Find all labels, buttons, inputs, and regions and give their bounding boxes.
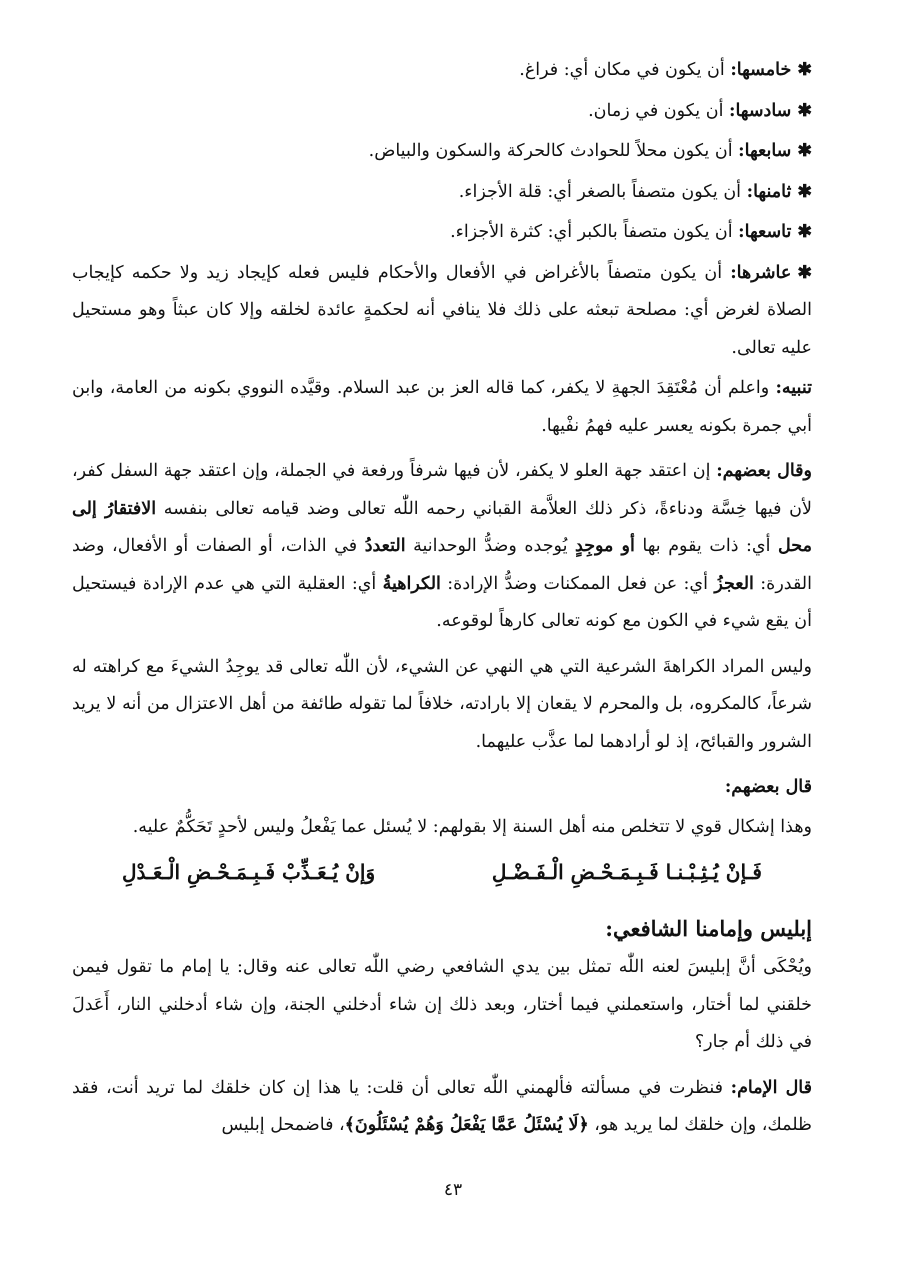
note-text: واعلم أن مُعْتَقِدَ الجهةِ لا يكفر، كما قاله العز بن عبد السلام. وقيَّده النووي بكونه من العامة، وابن أبي جمرة بكونه يعسر عليه فهمُ نفْيها. bbox=[72, 378, 812, 436]
note-label: تنبيه: bbox=[775, 378, 812, 398]
text-run: فنظرت في مسألته فألهمني اللّٰه تعالى أن قلت: يا هذا إن كان خلقك لما تريد أنت، فقد ظلمك، وإن خلقك لما يريد هو، bbox=[72, 1077, 812, 1135]
list-item bbox=[72, 52, 812, 90]
text-run: أي: ذات يقوم بها bbox=[634, 536, 779, 556]
item-label: ثامنها: bbox=[746, 181, 792, 202]
document-page bbox=[72, 52, 812, 1153]
list-item bbox=[72, 93, 812, 131]
item-text: أن يكون في مكان أي: فراغ. bbox=[519, 60, 731, 80]
imam-paragraph bbox=[72, 1070, 812, 1145]
body-paragraph: وليس المراد الكراهةَ الشرعية التي هي النهي عن الشيء، لأن اللّٰه تعالى قد يوجِدُ الشيءَ مع كراهته له شرعاً، كالمكروه، بل والمحرم لا يقعان إلا بارادته، خلافاً لما تقوله طائفة من أهل الاعتزال من أنه لا يريد الشرور والقبائح، إذ لو أرادهما لما عذَّب عليهما. bbox=[72, 656, 812, 752]
text-run: أي: العقلية التي هي عدم الإرادة فيستحيل أن يقع شيء في الكون مع كونه تعالى كارهاً لوقوعه. bbox=[72, 573, 812, 631]
bold-term: أو موجِدٍ bbox=[575, 536, 635, 556]
item-text: أن يكون متصفاً بالصغر أي: قلة الأجزاء. bbox=[458, 181, 747, 202]
text-run: في الذات، أو الصفات أو الأفعال، وضد القدرة: bbox=[72, 536, 812, 594]
asterisk-bullet-icon: ✱ bbox=[797, 60, 812, 80]
text-run: يُوجده وضدُّ الوحدانية bbox=[405, 536, 576, 556]
list-item bbox=[72, 214, 812, 252]
item-label: سابعها: bbox=[738, 141, 792, 161]
page-number: ٤٣ bbox=[443, 1180, 463, 1200]
list-item bbox=[72, 133, 812, 171]
asterisk-bullet-icon: ✱ bbox=[797, 141, 812, 161]
item-label: عاشرها: bbox=[730, 262, 792, 283]
opinion-heading: قال بعضهم: bbox=[724, 777, 812, 797]
asterisk-bullet-icon: ✱ bbox=[797, 100, 812, 121]
opinion-label: وقال بعضهم: bbox=[716, 461, 813, 481]
opinion-paragraph bbox=[72, 453, 812, 641]
asterisk-bullet-icon: ✱ bbox=[797, 181, 812, 202]
text-run: أي: عن فعل الممكنات وضدُّ الإرادة: bbox=[440, 573, 715, 594]
quran-verse: ﴿لَا يُسْئَلُ عَمَّا يَفْعَلُ وَهُمْ يُسْئَلُونَ﴾ bbox=[344, 1115, 589, 1135]
item-label: تاسعها: bbox=[738, 222, 792, 242]
bold-term: الكراهيةُ bbox=[382, 573, 441, 594]
poem-hemistich-right: فَـإنْ يُـثِـبْـنـا فَـبِـمَـحْـضِ الْـفَـضْـلِ bbox=[491, 860, 762, 884]
asterisk-bullet-icon: ✱ bbox=[797, 262, 812, 283]
item-text: أن يكون في زمان. bbox=[588, 100, 730, 121]
poem-verse bbox=[122, 854, 762, 892]
bold-term: العجزُ bbox=[714, 573, 754, 594]
note-paragraph bbox=[72, 370, 812, 445]
item-label: سادسها: bbox=[729, 100, 792, 121]
list-item bbox=[72, 174, 812, 212]
section-heading: إبليس وإمامنا الشافعي: bbox=[605, 915, 812, 941]
item-text: أن يكون متصفاً بالأغراض في الأفعال والأحكام فليس فعله كإيجاد زيد ولا حكمه كإيجاب الصلاة لغرض أي: مصلحة تبعثه على ذلك فلا ينافي أنه لحكمةٍ عائدة لخلقه وإلا كان عبثاً وهو مستحيل عليه تعالى. bbox=[72, 262, 812, 358]
bold-term: التعددُ bbox=[364, 536, 406, 556]
text-run: ، فاضمحل إبليس bbox=[221, 1115, 345, 1135]
text-run: إن اعتقد جهة العلو لا يكفر، لأن فيها شرفاً ورفعة في الجملة، وإن اعتقد جهة السفل كفر، لأن فيها خِسَّة ودناءةً، ذكر ذلك العلاَّمة القباني رحمه اللّٰه تعالى وضد قيامه تعالى بنفسه bbox=[72, 461, 812, 519]
asterisk-bullet-icon: ✱ bbox=[797, 222, 812, 242]
bold-term: الافتقارُ إلى محل bbox=[72, 498, 812, 556]
body-paragraph: وهذا إشكال قوي لا تتخلص منه أهل السنة إلا بقولهم: لا يُسئل عما يَفْعلُ وليس لأحدٍ تَحَكُّمٌ عليه. bbox=[132, 816, 812, 837]
item-text: أن يكون متصفاً بالكبر أي: كثرة الأجزاء. bbox=[450, 222, 739, 242]
body-paragraph: ويُحْكَى أنَّ إبليسَ لعنه اللّٰه تمثل بين يدي الشافعي رضي اللّٰه تعالى عنه وقال: يا إمام ما تقول فيمن خلقني لما أختار، واستعملني فيما أختار، وبعد ذلك إن شاء أدخلني الجنة، وإن شاء أدخلني النار، أَعَدلَ في ذلك أم جار؟ bbox=[72, 957, 812, 1052]
list-item bbox=[72, 255, 812, 368]
poem-hemistich-left: وَإنْ يُـعَـذِّبْ فَـبِـمَـحْـضِ الْـعَـدْلِ bbox=[122, 860, 376, 884]
imam-label: قال الإمام: bbox=[730, 1077, 812, 1098]
item-text: أن يكون محلاً للحوادث كالحركة والسكون والبياض. bbox=[368, 141, 739, 161]
item-label: خامسها: bbox=[730, 60, 792, 80]
